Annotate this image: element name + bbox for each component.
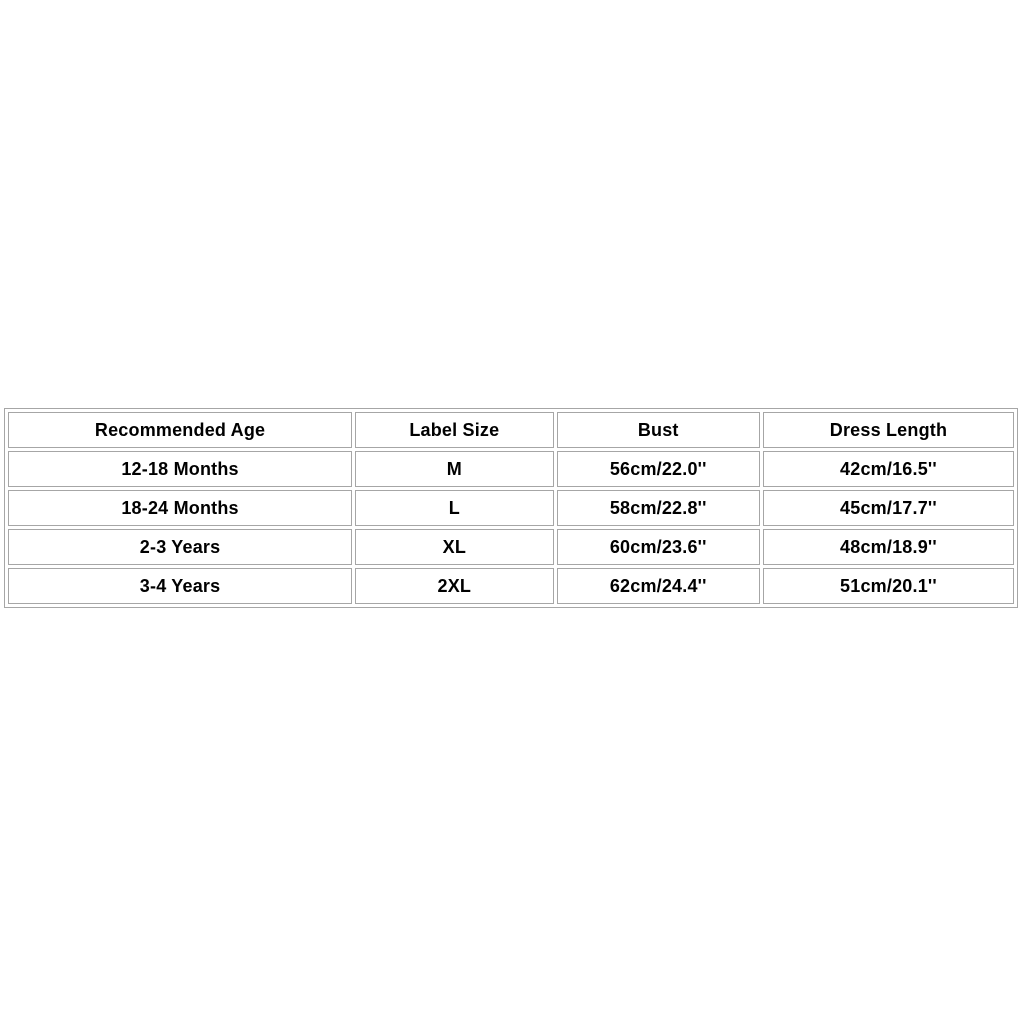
header-dress-length: Dress Length [763,412,1014,448]
cell-dress-length: 48cm/18.9'' [763,529,1014,565]
cell-bust: 56cm/22.0'' [557,451,760,487]
cell-age: 18-24 Months [8,490,352,526]
table-header-row [8,412,1014,448]
cell-label-size: XL [355,529,553,565]
cell-bust: 62cm/24.4'' [557,568,760,604]
cell-bust: 58cm/22.8'' [557,490,760,526]
table-row [8,451,1014,487]
header-bust: Bust [557,412,760,448]
table-row [8,490,1014,526]
cell-dress-length: 51cm/20.1'' [763,568,1014,604]
cell-age: 2-3 Years [8,529,352,565]
cell-age: 12-18 Months [8,451,352,487]
cell-label-size: 2XL [355,568,553,604]
cell-label-size: M [355,451,553,487]
cell-label-size: L [355,490,553,526]
table-row [8,529,1014,565]
cell-dress-length: 45cm/17.7'' [763,490,1014,526]
cell-dress-length: 42cm/16.5'' [763,451,1014,487]
header-recommended-age: Recommended Age [8,412,352,448]
cell-age: 3-4 Years [8,568,352,604]
cell-bust: 60cm/23.6'' [557,529,760,565]
table-row [8,568,1014,604]
size-chart-table [4,408,1018,608]
header-label-size: Label Size [355,412,553,448]
